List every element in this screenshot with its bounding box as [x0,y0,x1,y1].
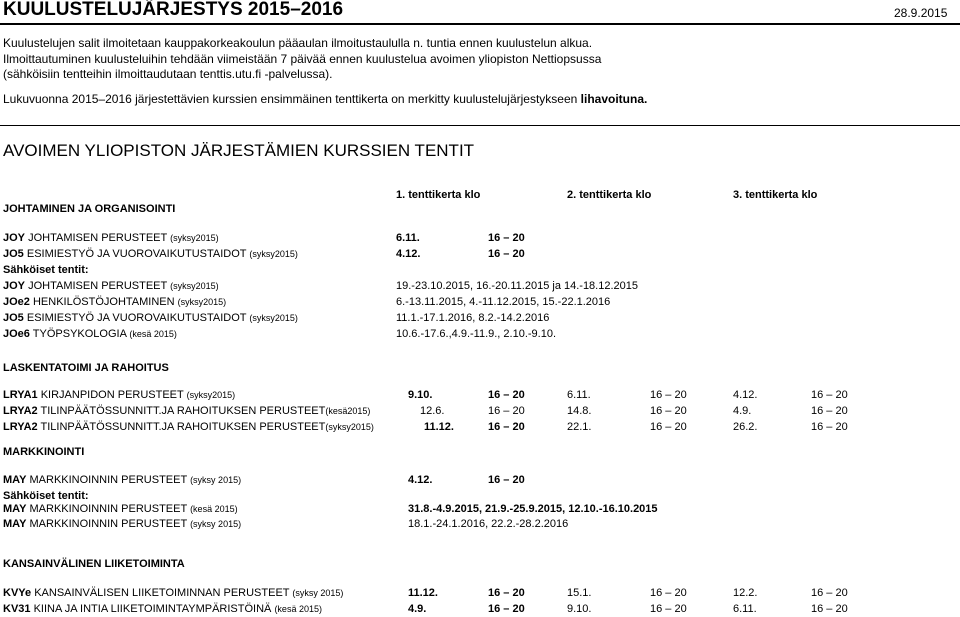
exam-row: KV31 KIINA JA INTIA LIIKETOIMINTAYMPÄRISTÖINÄ (kesä 2015) [3,603,322,615]
intro-line-2: Ilmoittautuminen kuulusteluihin tehdään viimeistään 7 päivää ennen kuulustelua avoimen yliopiston Nettiopsussa [3,51,602,66]
exam-row: LRYA2 TILINPÄÄTÖSSUNNITT.JA RAHOITUKSEN PERUSTEET(kesä2015) [3,405,371,417]
exam-date: 22.1. [567,421,592,433]
exam-time: 16 – 20 [650,421,687,433]
exam-time: 16 – 20 [488,405,525,417]
group-heading-kansainvalinen: KANSAINVÄLINEN LIIKETOIMINTA [3,558,185,570]
exam-row: LRYA2 TILINPÄÄTÖSSUNNITT.JA RAHOITUKSEN PERUSTEET(syksy2015) [3,421,374,433]
electronic-exam-row: JO5 ESIMIESTYÖ JA VUOROVAIKUTUSTAIDOT (syksy2015) [3,312,298,324]
exam-time: 16 – 20 [650,587,687,599]
exam-date: 4.12. [733,389,758,401]
electronic-exam-row: JOe6 TYÖPSYKOLOGIA (kesä 2015) [3,328,177,340]
exam-time: 16 – 20 [811,603,848,615]
exam-time: 16 – 20 [650,389,687,401]
exam-time: 16 – 20 [488,389,525,401]
electronic-exam-dates: 18.1.-24.1.2016, 22.2.-28.2.2016 [408,518,569,530]
exam-time: 16 – 20 [488,603,525,615]
electronic-exam-row: JOe2 HENKILÖSTÖJOHTAMINEN (syksy2015) [3,296,227,308]
exam-row: JOY JOHTAMISEN PERUSTEET (syksy2015) [3,232,219,244]
exam-time: 16 – 20 [488,474,525,486]
exam-date: 6.11. [733,603,757,615]
electronic-exam-dates: 31.8.-4.9.2015, 21.9.-25.9.2015, 12.10.-16.10.2015 [408,503,658,515]
exam-date: 4.12. [396,248,421,260]
electronic-exam-row: JOY JOHTAMISEN PERUSTEET (syksy2015) [3,280,219,292]
exam-date: 12.2. [733,587,758,599]
exam-date: 14.8. [567,405,592,417]
exam-time: 16 – 20 [811,389,848,401]
electronic-exam-dates: 6.-13.11.2015, 4.-11.12.2015, 15.-22.1.2016 [396,296,611,308]
exam-date: 12.6. [420,405,445,417]
exam-date: 4.9. [733,405,752,417]
exam-date: 4.12. [408,474,433,486]
exam-time: 16 – 20 [488,587,525,599]
electronic-exams-label: Sähköiset tentit: [3,264,89,276]
electronic-exam-dates: 11.1.-17.1.2016, 8.2.-14.2.2016 [396,312,550,324]
note-text: Lukuvuonna 2015–2016 järjestettävien kurssien ensimmäinen tenttikerta on merkitty kuulustelujärjestykseen [3,92,581,106]
section-title: AVOIMEN YLIOPISTON JÄRJESTÄMIEN KURSSIEN TENTIT [3,141,475,160]
exam-date: 9.10. [567,603,592,615]
note-bold: lihavoituna. [580,92,648,106]
exam-time: 16 – 20 [488,248,525,260]
column-header-2: 2. tenttikerta klo [567,189,652,201]
electronic-exam-row: MAY MARKKINOINNIN PERUSTEET (kesä 2015) [3,503,238,515]
document-title: KUULUSTELUJÄRJESTYS 2015–2016 [3,0,344,20]
electronic-exam-row: MAY MARKKINOINNIN PERUSTEET (syksy 2015) [3,518,242,530]
intro-line-3: (sähköisiin tentteihin ilmoittaudutaan tenttis.utu.fi -palvelussa). [3,67,333,81]
exam-date: 11.12. [408,587,438,599]
document-date: 28.9.2015 [894,6,948,20]
exam-row: KVYe KANSAINVÄLISEN LIIKETOIMINNAN PERUSTEET (syksy 2015) [3,587,344,599]
electronic-exams-label: Sähköiset tentit: [3,490,89,502]
exam-date: 6.11. [567,389,591,401]
exam-date: 4.9. [408,603,427,615]
exam-time: 16 – 20 [488,232,525,244]
electronic-exam-dates: 19.-23.10.2015, 16.-20.11.2015 ja 14.-18.12.2015 [396,280,638,292]
column-header-1: 1. tenttikerta klo [396,189,481,201]
exam-row: MAY MARKKINOINNIN PERUSTEET (syksy 2015) [3,474,242,486]
exam-date: 6.11. [396,232,420,244]
exam-time: 16 – 20 [488,421,525,433]
title-rule [0,23,960,25]
exam-time: 16 – 20 [811,405,848,417]
exam-row: LRYA1 KIRJANPIDON PERUSTEET (syksy2015) [3,389,236,401]
section-rule [0,125,960,126]
exam-date: 26.2. [733,421,758,433]
column-header-3: 3. tenttikerta klo [733,189,818,201]
exam-date: 9.10. [408,389,433,401]
group-heading-markkinointi: MARKKINOINTI [3,446,85,458]
exam-time: 16 – 20 [650,405,687,417]
exam-time: 16 – 20 [811,587,848,599]
intro-text [3,36,601,83]
group-heading-laskentatoimi: LASKENTATOIMI JA RAHOITUS [3,362,169,374]
intro-line-1: Kuulustelujen salit ilmoitetaan kauppakorkeakoulun pääaulan ilmoitustaululla n. tuntia ennen kuulustelun alkua. [3,36,593,50]
exam-time: 16 – 20 [811,421,848,433]
exam-row: JO5 ESIMIESTYÖ JA VUOROVAIKUTUSTAIDOT (syksy2015) [3,248,298,260]
exam-date: 11.12. [424,421,454,433]
exam-date: 15.1. [567,587,592,599]
group-heading-johtaminen: JOHTAMINEN JA ORGANISOINTI [3,203,176,215]
bold-note [3,92,647,106]
electronic-exam-dates: 10.6.-17.6.,4.9.-11.9., 2.10.-9.10. [396,328,557,340]
exam-time: 16 – 20 [650,603,687,615]
